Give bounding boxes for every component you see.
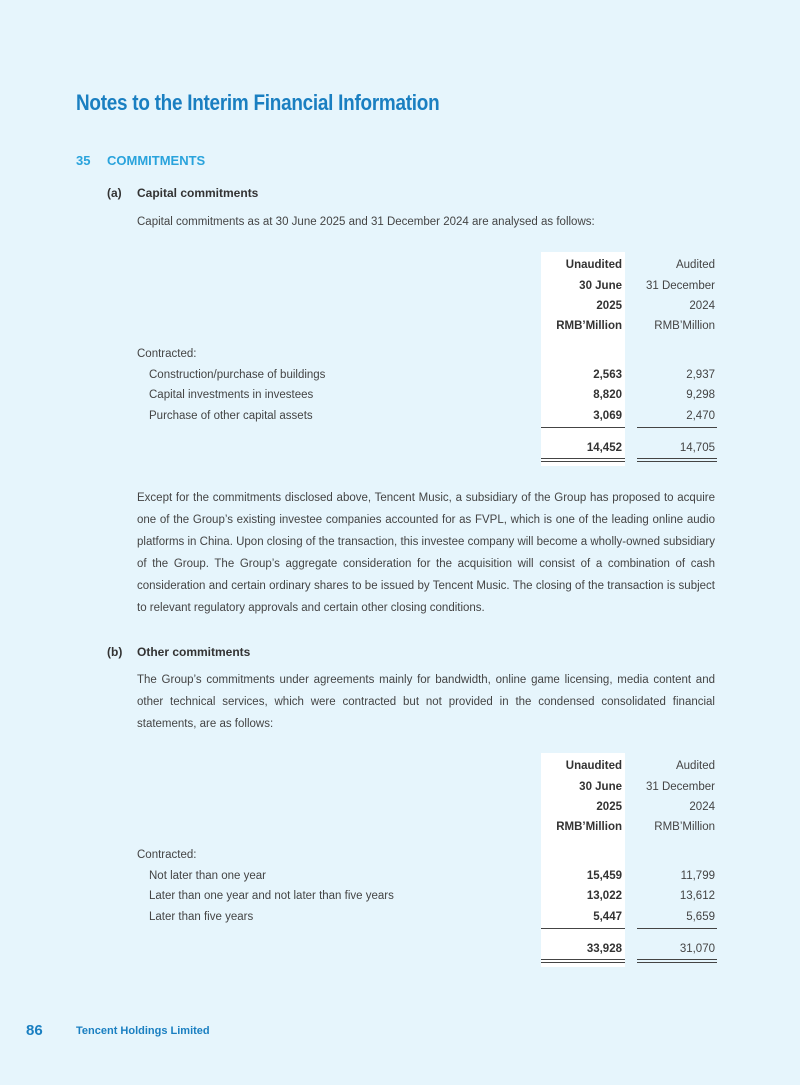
subsection-b-title: Other commitments xyxy=(137,645,251,659)
col1-header: RMB’Million xyxy=(556,320,622,332)
col2-header: Audited xyxy=(675,760,715,772)
total-value-2025: 14,452 xyxy=(586,442,622,454)
subsection-b-intro: The Group’s commitments under agreements mainly for bandwidth, online game licensing, media content and other technical services, which were contracted but not provided in the condensed consolidated financial statements, are as follows: xyxy=(137,674,715,730)
col1-header: RMB’Million xyxy=(556,821,622,833)
other-commitments-table xyxy=(137,753,717,967)
row-value-2025: 15,459 xyxy=(586,870,622,882)
row-value-2025: 13,022 xyxy=(586,890,622,902)
contracted-label-row xyxy=(137,344,717,364)
col2-header: 2024 xyxy=(689,300,715,312)
contracted-label-row xyxy=(137,845,717,865)
table-row xyxy=(137,907,717,927)
row-value-2024: 13,612 xyxy=(679,890,715,902)
row-label: Capital investments in investees xyxy=(149,389,314,401)
total-row xyxy=(137,438,717,458)
contracted-label: Contracted: xyxy=(137,348,197,360)
page-title: Notes to the Interim Financial Information xyxy=(76,90,440,115)
table-header-row xyxy=(137,316,717,336)
subtotal-rule xyxy=(637,427,717,428)
col1-header: 30 June xyxy=(579,280,622,292)
acquisition-paragraph: Except for the commitments disclosed above, Tencent Music, a subsidiary of the Group has proposed to acquire one of the Group’s existing investee companies accounted for as FVPL, which is one of the leading online audio platforms in China. Upon closing of the transaction, this investee company will become a wholly-owned subsidiary of the Group. The Group’s aggregate consideration for the acquisition will consist of a combination of cash consideration and certain ordinary shares to be issued by Tencent Music. The closing of the transaction is subject to relevant regulatory approvals and certain other closing conditions. xyxy=(137,492,715,614)
table-row xyxy=(137,406,717,426)
col2-header: Audited xyxy=(675,259,715,271)
table-row xyxy=(137,886,717,906)
col2-header: 2024 xyxy=(689,801,715,813)
row-value-2025: 2,563 xyxy=(593,369,622,381)
contracted-label: Contracted: xyxy=(137,849,197,861)
total-double-rule xyxy=(541,458,625,462)
table-header-row xyxy=(137,276,717,296)
subtotal-rule xyxy=(637,928,717,929)
total-value-2025: 33,928 xyxy=(586,943,622,955)
subtotal-rule xyxy=(541,928,625,929)
table-header-row xyxy=(137,756,717,776)
table-row xyxy=(137,365,717,385)
footer-company-name: Tencent Holdings Limited xyxy=(76,1025,210,1037)
table-header-row xyxy=(137,777,717,797)
subsection-a-title: Capital commitments xyxy=(137,186,259,200)
subsection-a-intro: Capital commitments as at 30 June 2025 and 31 December 2024 are analysed as follows: xyxy=(137,216,595,228)
row-value-2024: 5,659 xyxy=(686,911,715,923)
total-double-rule xyxy=(637,458,717,462)
total-value-2024: 31,070 xyxy=(679,943,715,955)
row-value-2024: 2,937 xyxy=(686,369,715,381)
table-header-row xyxy=(137,296,717,316)
row-label: Construction/purchase of buildings xyxy=(149,369,326,381)
subtotal-rule xyxy=(541,427,625,428)
col2-header: RMB’Million xyxy=(654,320,715,332)
col1-header: 2025 xyxy=(596,300,622,312)
col2-header: 31 December xyxy=(645,781,715,793)
row-value-2024: 9,298 xyxy=(686,389,715,401)
total-row xyxy=(137,939,717,959)
row-label: Later than one year and not later than five years xyxy=(149,890,394,902)
row-label: Not later than one year xyxy=(149,870,266,882)
subsection-a-label: (a) xyxy=(107,186,122,200)
col1-header: Unaudited xyxy=(565,760,622,772)
table-row xyxy=(137,866,717,886)
row-value-2025: 5,447 xyxy=(593,911,622,923)
capital-commitments-table xyxy=(137,252,717,466)
table-header-row xyxy=(137,255,717,275)
col2-header: RMB’Million xyxy=(654,821,715,833)
table-row xyxy=(137,385,717,405)
row-value-2024: 2,470 xyxy=(686,410,715,422)
table-header-row xyxy=(137,817,717,837)
row-value-2025: 3,069 xyxy=(593,410,622,422)
total-double-rule xyxy=(541,959,625,963)
row-label: Purchase of other capital assets xyxy=(149,410,313,422)
row-value-2024: 11,799 xyxy=(680,870,715,882)
row-label: Later than five years xyxy=(149,911,254,923)
section-number: 35 xyxy=(76,153,91,168)
table-header-row xyxy=(137,797,717,817)
total-value-2024: 14,705 xyxy=(679,442,715,454)
total-double-rule xyxy=(637,959,717,963)
col1-header: 2025 xyxy=(596,801,622,813)
subsection-b-label: (b) xyxy=(107,645,123,659)
section-title: COMMITMENTS xyxy=(107,153,206,168)
col2-header: 31 December xyxy=(645,280,715,292)
row-value-2025: 8,820 xyxy=(593,389,622,401)
col1-header: Unaudited xyxy=(565,259,622,271)
page-number: 86 xyxy=(26,1022,43,1039)
col1-header: 30 June xyxy=(579,781,622,793)
